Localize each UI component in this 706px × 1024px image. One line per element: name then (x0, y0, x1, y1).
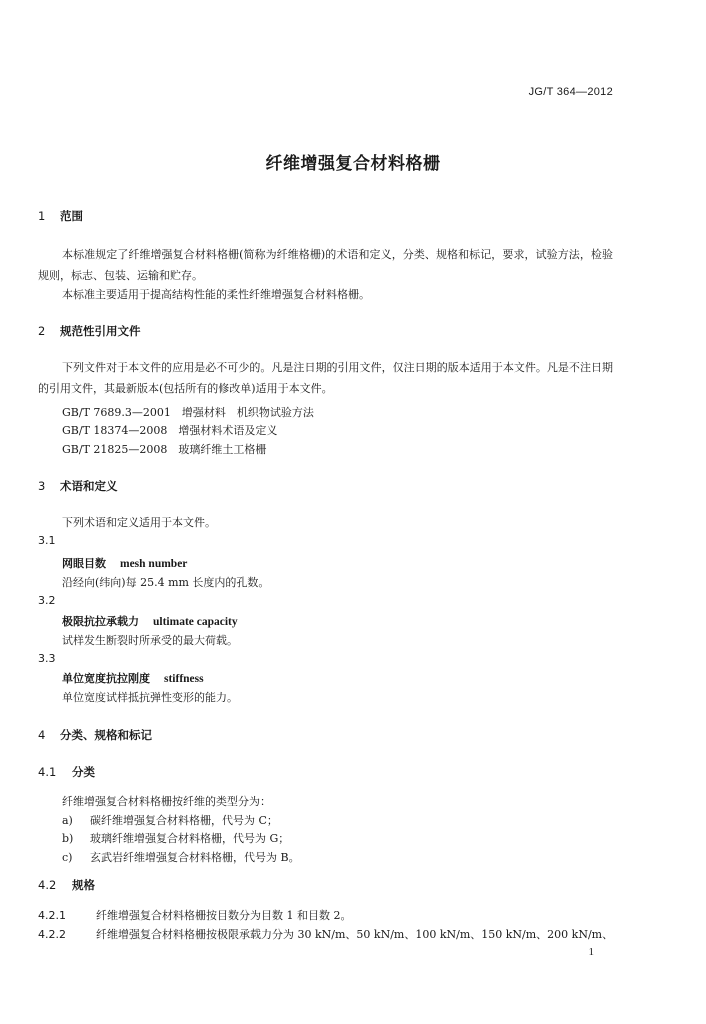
term-definition: 单位宽度试样抵抗弹性变形的能力。 (62, 691, 238, 704)
section-1-paragraph-1: 本标准规定了纤维增强复合材料格栅(简称为纤维格栅)的术语和定义，分类、规格和标记，要求，试验方法，检验规则，标志、包装、运输和贮存。 (38, 248, 613, 282)
term-number: 3.2 (38, 594, 56, 607)
reference-item: GB/T 7689.3—2001 增强材料 机织物试验方法 (62, 406, 314, 419)
term-en: stiffness (164, 673, 204, 685)
section-number: 4 (38, 728, 46, 742)
term-number: 3.3 (38, 652, 56, 665)
section-3-intro: 下列术语和定义适用于本文件。 (62, 516, 216, 529)
term-en: ultimate capacity (153, 616, 238, 628)
section-4-heading (38, 727, 152, 743)
term-zh: 单位宽度抗拉刚度 (62, 672, 150, 685)
section-2-heading (38, 323, 141, 339)
subclause-number: 4.2.2 (38, 928, 66, 941)
section-title: 分类、规格和标记 (60, 728, 152, 742)
clause-title: 规格 (72, 878, 95, 892)
clause-title: 分类 (72, 765, 95, 779)
term-heading (62, 555, 187, 571)
clause-4-1-intro: 纤维增强复合材料格栅按纤维的类型分为： (62, 795, 271, 808)
list-text: 碳纤维增强复合材料格栅，代号为 C； (90, 814, 278, 827)
standard-number: JG/T 364—2012 (528, 86, 613, 98)
subclause-item (38, 907, 352, 923)
term-zh: 极限抗拉承载力 (62, 615, 139, 628)
section-title: 规范性引用文件 (60, 324, 141, 338)
section-3-heading (38, 478, 118, 494)
list-item (62, 849, 300, 865)
section-1-paragraph-2: 本标准主要适用于提高结构性能的柔性纤维增强复合材料格栅。 (62, 288, 370, 301)
term-definition: 沿经向(纬向)每 25.4 mm 长度内的孔数。 (62, 576, 270, 589)
clause-number: 4.1 (38, 765, 57, 779)
subclause-text: 纤维增强复合材料格栅按极限承载力分为 30 kN/m、50 kN/m、100 kN/m、150 kN/m、200 kN/m、 (96, 928, 614, 941)
list-text: 玄武岩纤维增强复合材料格栅，代号为 B。 (90, 851, 300, 864)
section-1-heading (38, 208, 83, 224)
term-number: 3.1 (38, 534, 56, 547)
term-definition: 试样发生断裂时所承受的最大荷载。 (62, 634, 238, 647)
term-heading (62, 613, 238, 629)
term-en: mesh number (120, 558, 188, 570)
section-number: 3 (38, 479, 46, 493)
section-title: 术语和定义 (60, 479, 118, 493)
list-marker: a) (62, 814, 73, 827)
list-marker: c) (62, 851, 73, 864)
clause-number: 4.2 (38, 878, 57, 892)
subclause-text: 纤维增强复合材料格栅按目数分为目数 1 和目数 2。 (96, 909, 352, 922)
subclause-number: 4.2.1 (38, 909, 66, 922)
list-item (62, 812, 278, 828)
term-zh: 网眼目数 (62, 557, 106, 570)
clause-4-2-heading (38, 877, 95, 893)
section-number: 2 (38, 324, 46, 338)
reference-item: GB/T 21825—2008 玻璃纤维土工格栅 (62, 443, 267, 456)
subclause-item (38, 926, 613, 942)
document-title: 纤维增强复合材料格栅 (265, 154, 441, 174)
reference-item: GB/T 18374—2008 增强材料术语及定义 (62, 424, 278, 437)
page-number: 1 (588, 946, 594, 958)
list-marker: b) (62, 832, 74, 845)
section-2-paragraph-1: 下列文件对于本文件的应用是必不可少的。凡是注日期的引用文件，仅注日期的版本适用于本文件。凡是不注日期的引用文件，其最新版本(包括所有的修改单)适用于本文件。 (38, 361, 613, 395)
term-heading (62, 670, 204, 686)
section-title: 范围 (60, 209, 83, 223)
list-text: 玻璃纤维增强复合材料格栅，代号为 G； (90, 832, 290, 845)
section-number: 1 (38, 209, 46, 223)
clause-4-1-heading (38, 764, 95, 780)
list-item (62, 830, 289, 846)
